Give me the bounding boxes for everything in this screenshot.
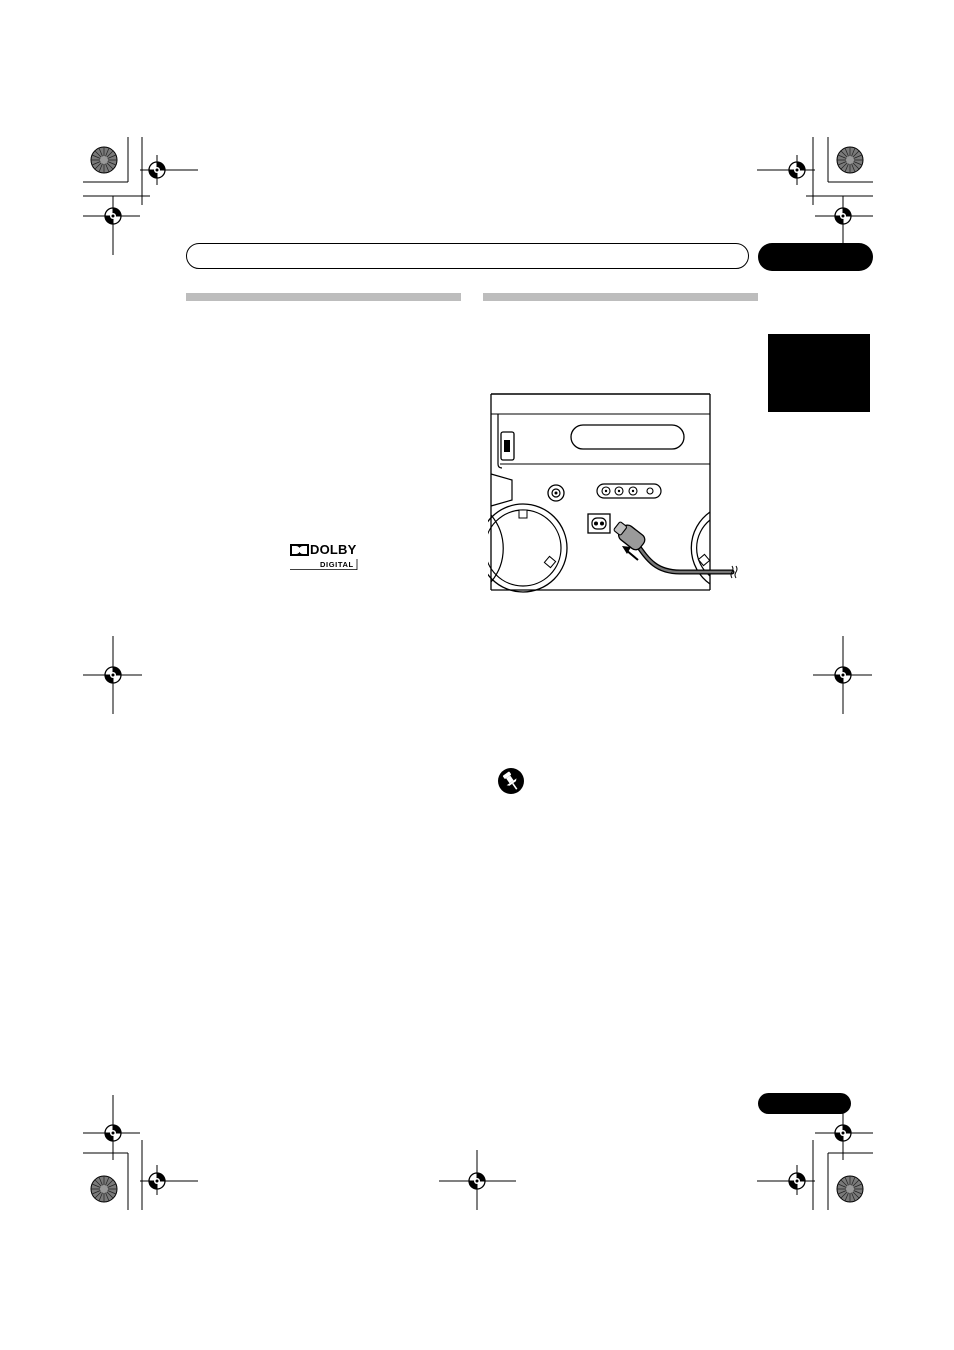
- right-section-heading-bar: [483, 293, 758, 301]
- rear-panel-power-cord-illustration: [488, 390, 748, 595]
- running-header-frame: [186, 243, 749, 269]
- dolby-digital-logo: [290, 543, 362, 573]
- left-section-heading-bar: [186, 293, 461, 301]
- page-number-tab: [758, 1093, 851, 1114]
- dolby-logo-digital: DIGITAL: [320, 560, 354, 569]
- pushpin-icon: [497, 767, 525, 795]
- dolby-logo-word: DOLBY: [310, 542, 357, 557]
- language-side-tab: [768, 334, 870, 412]
- chapter-number-tab: [758, 243, 873, 271]
